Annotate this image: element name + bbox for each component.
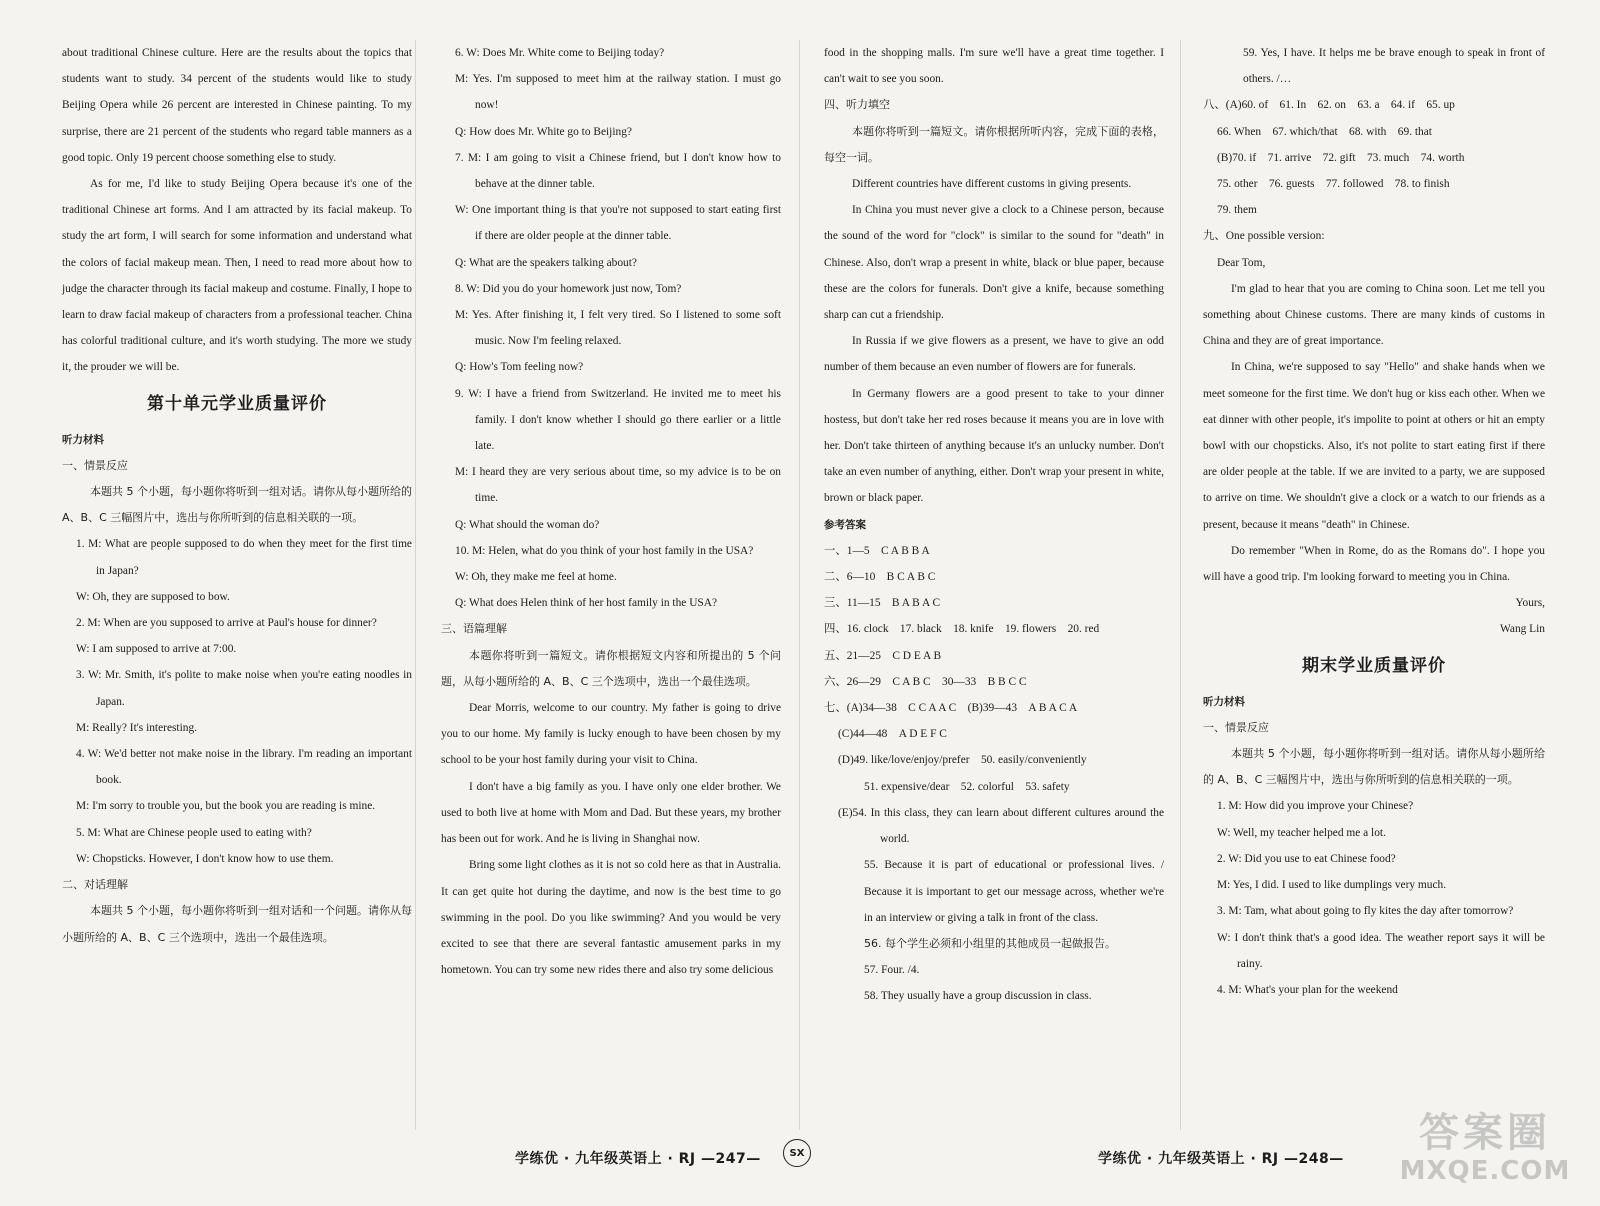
answer-line: 79. them bbox=[1217, 204, 1257, 217]
dialogue-line: 10. M: Helen, what do you think of your host family in the USA? bbox=[455, 544, 754, 557]
dialogue-line: M: Yes, I did. I used to like dumplings very much. bbox=[1217, 879, 1447, 892]
paragraph: Do remember "When in Rome, do as the Romans do". I hope you will have a good trip. I'm looking forward to meeting you in China. bbox=[1203, 544, 1545, 584]
answer-line: 57. Four. /4. bbox=[864, 964, 920, 977]
sx-badge-icon: SX bbox=[783, 1139, 811, 1167]
answer-line: 五、21—25 C D E A B bbox=[824, 649, 942, 662]
section-instructions: 本题共 5 个小题，每小题你将听到一组对话。请你从每小题所给的 A、B、C 三幅图片中，选出与你所听到的信息相关联的一项。 bbox=[62, 485, 412, 525]
dialogue-line: 7. M: I am going to visit a Chinese friend, but I don't know how to behave at the dinner table. bbox=[455, 151, 781, 191]
dialogue-line: W: Chopsticks. However, I don't know how to use them. bbox=[76, 852, 334, 865]
dialogue-line: M: I'm sorry to trouble you, but the book you are reading is mine. bbox=[76, 800, 376, 813]
section-title: 一、情景反应 bbox=[62, 458, 128, 472]
watermark-logo bbox=[1385, 1110, 1585, 1196]
watermark-text: 答案圈 bbox=[1419, 1110, 1551, 1156]
listening-label: 听力材料 bbox=[62, 433, 104, 446]
answer-line: 59. Yes, I have. It helps me be brave enough to speak in front of others. /… bbox=[1243, 47, 1545, 86]
paragraph: Different countries have different customs in giving presents. bbox=[852, 178, 1132, 191]
letter-greeting: Dear Tom, bbox=[1217, 256, 1266, 269]
column-3 bbox=[824, 40, 1164, 1010]
letter-signature: Wang Lin bbox=[1500, 623, 1545, 636]
answer-line: 六、26—29 C A B C 30—33 B B C C bbox=[824, 675, 1027, 688]
answer-line: (E)54. In this class, they can learn about different cultures around the world. bbox=[838, 806, 1164, 846]
paragraph: In China you must never give a clock to a Chinese person, because the sound of the word for "clock" is similar to the sound for "death" in Chinese. Also, don't wrap a present in white, black or blue paper, because these are the colors for funerals. Don't give a knife, because something sharp can cut a friendship. bbox=[824, 204, 1164, 322]
page-footer-right: 学练优 · 九年级英语上 · RJ —248— bbox=[1098, 1151, 1344, 1167]
dialogue-line: W: I am supposed to arrive at 7:00. bbox=[76, 643, 237, 656]
section-instructions: 本题你将听到一篇短文。请你根据所听内容，完成下面的表格，每空一词。 bbox=[824, 124, 1164, 164]
answer-line: 55. Because it is part of educational or professional lives. / Because it is important to get our message across, whether we're in an interview or giving a talk in front of the class. bbox=[864, 859, 1164, 924]
section-title: 一、情景反应 bbox=[1203, 720, 1269, 734]
dialogue-line: W: Oh, they make me feel at home. bbox=[455, 571, 617, 584]
watermark-url: MXQE.COM bbox=[1399, 1156, 1571, 1186]
dialogue-line: 6. W: Does Mr. White come to Beijing today? bbox=[455, 47, 665, 59]
paragraph: about traditional Chinese culture. Here are the results about the topics that students want to study. 34 percent of the students would like to study Beijing Opera while 26 percent are interested in Chinese painting. To my surprise, there are 21 percent of the students who regard table manners as a good topic. Only 19 percent choose something else to study. bbox=[62, 47, 412, 164]
paragraph: In Germany flowers are a good present to take to your dinner hostess, but don't take her red roses because it means you are in love with her. Don't take thirteen of anything because it's an unlucky number. Don't take an even number of anything, either. Don't wrap your present in white, brown or black paper. bbox=[824, 387, 1164, 505]
column-4 bbox=[1203, 40, 1545, 1003]
paragraph: In Russia if we give flowers as a present, we have to give an odd number of them because an even number of flowers are for funerals. bbox=[824, 335, 1164, 374]
dialogue-line: M: Yes. I'm supposed to meet him at the railway station. I must go now! bbox=[455, 73, 781, 112]
column-2 bbox=[441, 40, 781, 983]
dialogue-line: W: Well, my teacher helped me a lot. bbox=[1217, 826, 1386, 839]
answer-line: 九、One possible version: bbox=[1203, 230, 1325, 243]
dialogue-line: M: I heard they are very serious about time, so my advice is to be on time. bbox=[455, 466, 781, 505]
paragraph: I don't have a big family as you. I have only one elder brother. We used to both live at home with Mom and Dad. But these years, my brother has been out for work. And he is living in Shanghai now. bbox=[441, 780, 781, 846]
column-divider bbox=[799, 40, 800, 1130]
answer-line: (B)70. if 71. arrive 72. gift 73. much 74. worth bbox=[1217, 151, 1465, 164]
page-footer-left: 学练优 · 九年级英语上 · RJ —247— bbox=[515, 1151, 761, 1167]
answer-line: 一、1—5 C A B B A bbox=[824, 544, 930, 557]
answer-line: 56. 每个学生必须和小组里的其他成员一起做报告。 bbox=[864, 936, 1116, 950]
dialogue-line: 4. W: We'd better not make noise in the library. I'm reading an important book. bbox=[76, 748, 412, 787]
dialogue-line: 3. M: Tam, what about going to fly kites the day after tomorrow? bbox=[1217, 905, 1514, 918]
paragraph: Bring some light clothes as it is not so cold here as that in Australia. It can get quite hot during the daytime, and now is the best time to go swimming in the pool. Do you like swimming? And you would be very excited to see that there are several fantastic amusement parks in my hometown. You can try some new rides there and also try some delicious bbox=[441, 859, 781, 977]
paragraph: I'm glad to hear that you are coming to China soon. Let me tell you something about Chinese customs. There are many kinds of customs in China and they are of great importance. bbox=[1203, 282, 1545, 348]
question-line: Q: What does Helen think of her host family in the USA? bbox=[455, 597, 718, 610]
section-title: 三、语篇理解 bbox=[441, 622, 507, 636]
paragraph: Dear Morris, welcome to our country. My father is going to drive you to our home. My family is lucky enough to have been chosen by my school to be your host family during your visit to China. bbox=[441, 702, 781, 767]
answer-line: 58. They usually have a group discussion in class. bbox=[864, 990, 1092, 1003]
section-instructions: 本题共 5 个小题，每小题你将听到一组对话。请你从每小题所给的 A、B、C 三幅图片中，选出与你所听到的信息相关联的一项。 bbox=[1203, 747, 1545, 787]
answer-line: 四、16. clock 17. black 18. knife 19. flowers 20. red bbox=[824, 623, 1100, 636]
dialogue-line: W: Oh, they are supposed to bow. bbox=[76, 590, 230, 603]
dialogue-line: 2. W: Did you use to eat Chinese food? bbox=[1217, 852, 1396, 865]
paragraph: In China, we're supposed to say "Hello" and shake hands when we meet someone for the first time. We don't hug or kiss each other. When we eat dinner with other people, it's impolite to point at others or hit an empty bowl with our chopsticks. Also, it's not polite to start eating first if there are older people at the table. If we are invited to a party, we are supposed to arrive on time. We shouldn't give a clock or a watch to our friends as a present, because it means "death" in Chinese. bbox=[1203, 361, 1545, 531]
section-instructions: 本题共 5 个小题，每小题你将听到一组对话和一个问题。请你从每小题所给的 A、B、C 三个选项中，选出一个最佳选项。 bbox=[62, 904, 412, 944]
paragraph: As for me, I'd like to study Beijing Opera because it's one of the traditional Chinese art forms. And I am attracted by its facial makeup. To study the art form, I will search for some information and understand what the colors of facial makeup mean. Then, I need to read more about how to judge the character through its facial makeup and costume. Finally, I hope to learn to draw facial makeup of characters from a professional teacher. China has colorful traditional culture, and it's worth studying. The more we study it, the prouder we will be. bbox=[62, 178, 412, 374]
listening-label: 听力材料 bbox=[1203, 695, 1245, 708]
paragraph: food in the shopping malls. I'm sure we'll have a great time together. I can't wait to see you soon. bbox=[824, 47, 1164, 86]
answer-line: 八、(A)60. of 61. In 62. on 63. a 64. if 65. up bbox=[1203, 99, 1455, 112]
answer-line: 66. When 67. which/that 68. with 69. that bbox=[1217, 125, 1432, 138]
section-title: 二、对话理解 bbox=[62, 878, 128, 892]
column-divider bbox=[1180, 40, 1181, 1130]
dialogue-line: W: One important thing is that you're not supposed to start eating first if there are older people at the dinner table. bbox=[455, 204, 781, 243]
dialogue-line: 2. M: When are you supposed to arrive at Paul's house for dinner? bbox=[76, 617, 377, 630]
dialogue-line: 4. M: What's your plan for the weekend bbox=[1217, 983, 1398, 996]
question-line: Q: What are the speakers talking about? bbox=[455, 256, 637, 269]
dialogue-line: M: Really? It's interesting. bbox=[76, 721, 197, 734]
section-instructions: 本题你将听到一篇短文。请你根据短文内容和所提出的 5 个问题，从每小题所给的 A、B、C 三个选项中，选出一个最佳选项。 bbox=[441, 648, 781, 688]
answers-label: 参考答案 bbox=[824, 518, 866, 531]
question-line: Q: What should the woman do? bbox=[455, 518, 600, 531]
dialogue-line: 8. W: Did you do your homework just now, Tom? bbox=[455, 282, 682, 295]
dialogue-line: M: Yes. After finishing it, I felt very tired. So I listened to some soft music. Now I'm feeling relaxed. bbox=[455, 309, 781, 348]
dialogue-line: W: I don't think that's a good idea. The weather report says it will be rainy. bbox=[1217, 931, 1545, 970]
column-divider bbox=[415, 40, 416, 1130]
letter-closing: Yours, bbox=[1515, 597, 1545, 610]
answer-line: 51. expensive/dear 52. colorful 53. safety bbox=[864, 780, 1070, 793]
dialogue-line: 9. W: I have a friend from Switzerland. He invited me to meet his family. I don't know whether I should go there earlier or a little late. bbox=[455, 387, 781, 453]
answer-line: (D)49. like/love/enjoy/prefer 50. easily/conveniently bbox=[838, 754, 1087, 767]
column-1 bbox=[62, 40, 412, 951]
dialogue-line: 5. M: What are Chinese people used to eating with? bbox=[76, 826, 312, 839]
dialogue-line: 1. M: What are people supposed to do when they meet for the first time in Japan? bbox=[76, 538, 412, 577]
unit-title: 第十单元学业质量评价 bbox=[147, 393, 327, 414]
final-title: 期末学业质量评价 bbox=[1302, 655, 1446, 676]
dialogue-line: 3. W: Mr. Smith, it's polite to make noise when you're eating noodles in Japan. bbox=[76, 669, 412, 708]
answer-line: 75. other 76. guests 77. followed 78. to finish bbox=[1217, 178, 1450, 191]
section-title: 四、听力填空 bbox=[824, 98, 890, 112]
answer-line: (C)44—48 A D E F C bbox=[838, 728, 947, 741]
answer-line: 七、(A)34—38 C C A A C (B)39—43 A B A C A bbox=[824, 702, 1078, 715]
question-line: Q: How does Mr. White go to Beijing? bbox=[455, 125, 632, 138]
dialogue-line: 1. M: How did you improve your Chinese? bbox=[1217, 800, 1414, 813]
answer-line: 二、6—10 B C A B C bbox=[824, 571, 936, 584]
answer-line: 三、11—15 B A B A C bbox=[824, 597, 941, 610]
question-line: Q: How's Tom feeling now? bbox=[455, 361, 584, 374]
